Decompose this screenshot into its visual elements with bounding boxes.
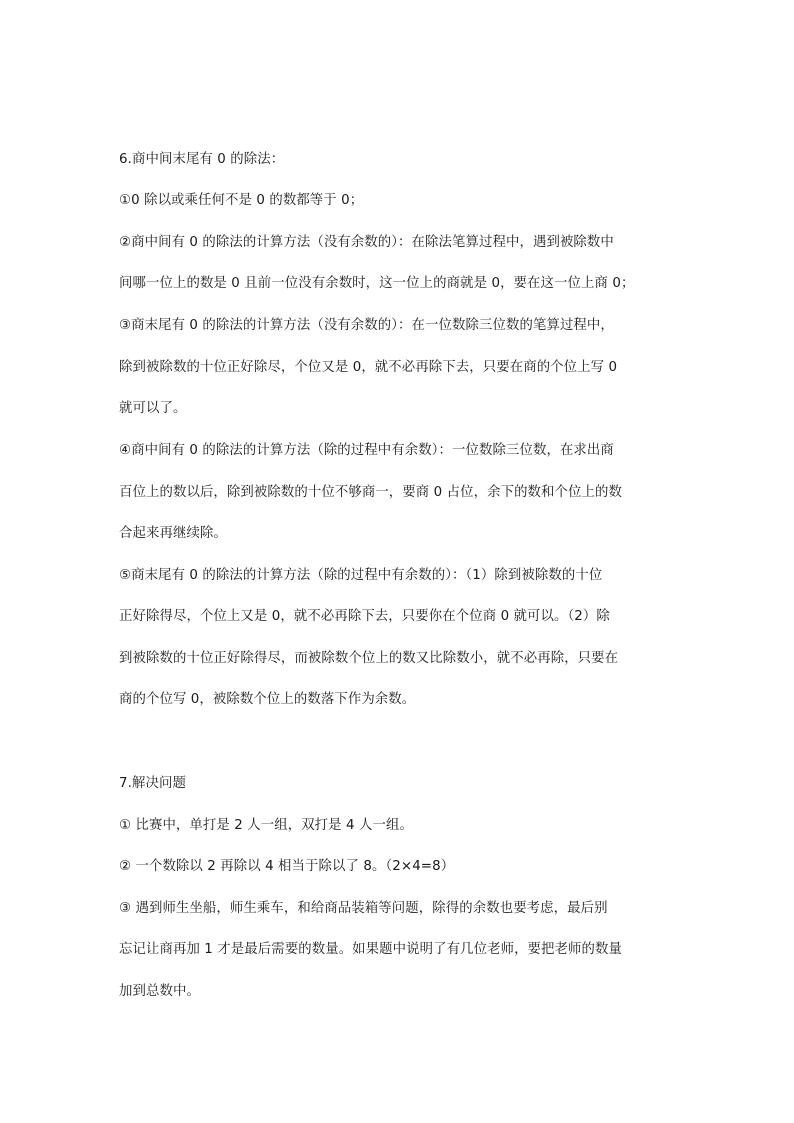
section-6-item-3-line-2: 除到被除数的十位正好除尽，个位又是 0，就不必再除下去，只要在商的个位上写 0 <box>119 360 618 375</box>
section-7-item-3-line-2: 忘记让商再加 1 才是最后需要的数量。如果题中说明了有几位老师，要把老师的数量 <box>119 942 622 957</box>
section-6-item-4-line-1: ④商中间有 0 的除法的计算方法（除的过程中有余数）：一位数除三位数，在求出商 <box>119 443 614 458</box>
section-6-item-5-line-1: ⑤商末尾有 0 的除法的计算方法（除的过程中有余数的）：（1）除到被除数的十位 <box>119 568 603 583</box>
section-7-item-1: ① 比赛中，单打是 2 人一组，双打是 4 人一组。 <box>119 818 413 833</box>
section-6-item-4-line-2: 百位上的数以后，除到被除数的十位不够商一，要商 0 占位，余下的数和个位上的数 <box>119 485 622 500</box>
section-7-item-3-line-3: 加到总数中。 <box>119 984 200 999</box>
section-7-item-3-line-1: ③ 遇到师生坐船，师生乘车，和给商品装箱等问题，除得的余数也要考虑，最后别 <box>119 901 608 916</box>
section-6-item-5-line-2: 正好除得尽，个位上又是 0，就不必再除下去，只要你在个位商 0 就可以。（2）除 <box>119 609 610 624</box>
section-7-item-2: ② 一个数除以 2 再除以 4 相当于除以了 8。（2×4=8） <box>119 859 455 874</box>
section-6-item-3-line-3: 就可以了。 <box>119 401 187 416</box>
section-6-item-1: ①0 除以或乘任何不是 0 的数都等于 0； <box>119 193 364 208</box>
section-6-item-3-line-1: ③商末尾有 0 的除法的计算方法（没有余数的）：在一位数除三位数的笔算过程中， <box>119 318 614 333</box>
section-6-item-5-line-3: 到被除数的十位正好除得尽，而被除数个位上的数又比除数小，就不必再除，只要在 <box>119 651 619 666</box>
section-6-item-5-line-4: 商的个位写 0，被除数个位上的数落下作为余数。 <box>119 692 416 707</box>
section-6-item-2-line-1: ②商中间有 0 的除法的计算方法（没有余数的）：在除法笔算过程中，遇到被除数中 <box>119 235 614 250</box>
section-7-title: 7.解决问题 <box>119 776 186 791</box>
section-6-title: 6.商中间末尾有 0 的除法： <box>119 152 285 167</box>
section-6-item-4-line-3: 合起来再继续除。 <box>119 526 227 541</box>
section-6-item-2-line-2: 间哪一位上的数是 0 且前一位没有余数时，这一位上的商就是 0，要在这一位上商 0； <box>119 276 635 291</box>
